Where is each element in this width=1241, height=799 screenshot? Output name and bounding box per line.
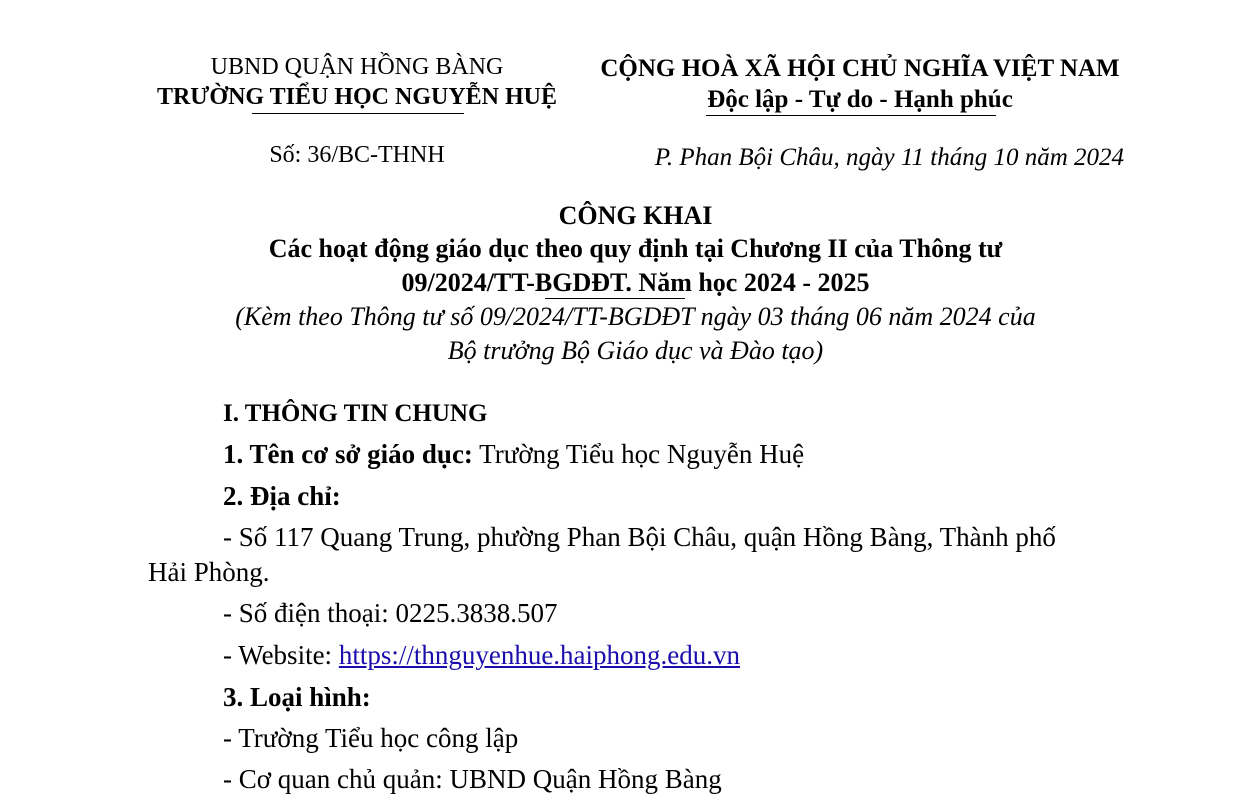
- national-motto: Độc lập - Tự do - Hạnh phúc: [707, 86, 1013, 113]
- website-label: - Website:: [223, 640, 339, 670]
- document-note-line1: (Kèm theo Thông tư số 09/2024/TT-BGDĐT ngày 03 tháng 06 năm 2024 của: [235, 302, 1036, 331]
- document-number: Số: 36/BC-THNH: [269, 142, 445, 168]
- school-name-row: [223, 439, 804, 470]
- address-label: 2. Địa chỉ:: [223, 481, 341, 511]
- type-label: 3. Loại hình:: [223, 682, 371, 712]
- governing-authority: - Cơ quan chủ quản: UBND Quận Hồng Bàng: [223, 764, 722, 794]
- address-line2: Hải Phòng.: [148, 557, 270, 587]
- document-note-line2: Bộ trưởng Bộ Giáo dục và Đào tạo): [447, 336, 824, 365]
- place-date: P. Phan Bội Châu, ngày 11 tháng 10 năm 2024: [654, 144, 1124, 171]
- country-name: CỘNG HOÀ XÃ HỘI CHỦ NGHĨA VIỆT NAM: [600, 55, 1120, 82]
- org-name: UBND QUẬN HỒNG BÀNG: [210, 54, 504, 80]
- address-line1: - Số 117 Quang Trung, phường Phan Bội Châu, quận Hồng Bàng, Thành phố: [223, 522, 1056, 552]
- school-name-value: Trường Tiểu học Nguyễn Huệ: [472, 439, 805, 469]
- school-underline: [252, 113, 464, 114]
- section-heading: I. THÔNG TIN CHUNG: [223, 400, 488, 427]
- school-name-label: 1. Tên cơ sở giáo dục:: [223, 439, 473, 469]
- phone-number: - Số điện thoại: 0225.3838.507: [223, 598, 558, 628]
- title-underline: [545, 298, 685, 299]
- website-row: [223, 640, 740, 671]
- website-link[interactable]: https://thnguyenhue.haiphong.edu.vn: [338, 640, 741, 670]
- document-subtitle-line1: Các hoạt động giáo dục theo quy định tại Chương II của Thông tư: [268, 234, 1003, 263]
- motto-underline: [706, 115, 996, 116]
- document-subtitle-line2: 09/2024/TT-BGDĐT. Năm học 2024 - 2025: [401, 268, 870, 297]
- type-value: - Trường Tiểu học công lập: [223, 723, 519, 753]
- document-title: CÔNG KHAI: [558, 201, 713, 230]
- school-name: TRƯỜNG TIỂU HỌC NGUYỄN HUỆ: [156, 84, 558, 110]
